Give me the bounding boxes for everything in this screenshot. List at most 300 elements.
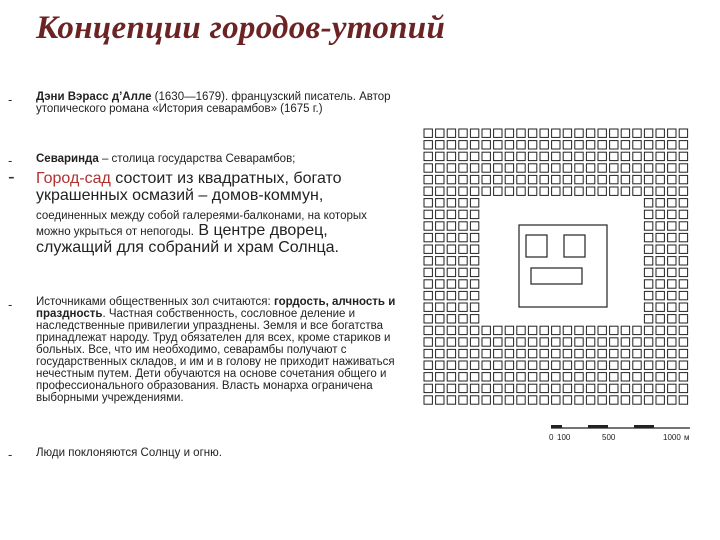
house-block bbox=[528, 326, 536, 334]
house-block bbox=[668, 233, 676, 241]
house-block bbox=[633, 349, 641, 357]
house-block bbox=[482, 326, 490, 334]
house-block bbox=[517, 175, 525, 183]
house-block bbox=[447, 222, 455, 230]
house-block bbox=[528, 129, 536, 137]
house-block bbox=[528, 175, 536, 183]
house-block bbox=[436, 373, 444, 381]
house-block bbox=[482, 384, 490, 392]
author-name: Дэни Вэрасс д’Алле bbox=[36, 91, 152, 103]
house-block bbox=[436, 361, 444, 369]
house-block bbox=[528, 187, 536, 195]
house-block bbox=[540, 141, 548, 149]
house-block bbox=[679, 291, 687, 299]
house-block bbox=[610, 187, 618, 195]
house-block bbox=[436, 210, 444, 218]
house-block bbox=[621, 175, 629, 183]
house-block bbox=[656, 152, 664, 160]
house-block bbox=[586, 384, 594, 392]
house-block bbox=[459, 199, 467, 207]
house-block bbox=[505, 187, 513, 195]
house-block bbox=[470, 141, 478, 149]
house-block bbox=[517, 361, 525, 369]
house-block bbox=[679, 210, 687, 218]
house-block bbox=[470, 280, 478, 288]
house-block bbox=[447, 245, 455, 253]
house-block bbox=[563, 338, 571, 346]
bullet-dash: - bbox=[8, 447, 13, 462]
house-block bbox=[482, 141, 490, 149]
house-block bbox=[517, 187, 525, 195]
house-block bbox=[656, 187, 664, 195]
house-block bbox=[505, 326, 513, 334]
house-block bbox=[424, 373, 432, 381]
house-block bbox=[540, 326, 548, 334]
house-block bbox=[656, 338, 664, 346]
house-block bbox=[494, 141, 502, 149]
house-block bbox=[610, 326, 618, 334]
house-block bbox=[656, 222, 664, 230]
house-block bbox=[447, 326, 455, 334]
house-block bbox=[482, 129, 490, 137]
sun-temple bbox=[531, 268, 582, 284]
house-block bbox=[656, 291, 664, 299]
scale-tick-0: 0 bbox=[549, 433, 554, 442]
scale-unit: м bbox=[684, 433, 690, 442]
house-block bbox=[505, 164, 513, 172]
house-block bbox=[447, 257, 455, 265]
garden-lead: Город-сад bbox=[36, 170, 111, 187]
house-block bbox=[668, 175, 676, 183]
sevarinda-description: – столица государства Севарамбов; bbox=[98, 153, 296, 165]
house-block bbox=[586, 175, 594, 183]
house-block bbox=[494, 175, 502, 183]
house-block bbox=[644, 361, 652, 369]
house-block bbox=[505, 361, 513, 369]
house-block bbox=[459, 338, 467, 346]
house-block bbox=[552, 152, 560, 160]
scale-tick-500: 500 bbox=[602, 433, 616, 442]
house-block bbox=[644, 233, 652, 241]
house-block bbox=[459, 303, 467, 311]
house-block bbox=[470, 349, 478, 357]
house-block bbox=[621, 396, 629, 404]
house-block bbox=[668, 129, 676, 137]
house-block bbox=[668, 361, 676, 369]
house-block bbox=[644, 268, 652, 276]
house-block bbox=[470, 315, 478, 323]
house-block bbox=[494, 164, 502, 172]
house-block bbox=[586, 187, 594, 195]
house-block bbox=[447, 396, 455, 404]
house-block bbox=[656, 233, 664, 241]
house-block bbox=[459, 222, 467, 230]
house-block bbox=[679, 222, 687, 230]
house-block bbox=[470, 129, 478, 137]
house-block bbox=[436, 152, 444, 160]
house-block bbox=[505, 129, 513, 137]
bullet-dash: - bbox=[8, 92, 13, 107]
house-block bbox=[610, 338, 618, 346]
house-block bbox=[459, 396, 467, 404]
scale-bar-segment bbox=[551, 425, 562, 428]
house-block bbox=[563, 175, 571, 183]
house-block bbox=[621, 338, 629, 346]
house-block bbox=[656, 384, 664, 392]
house-block bbox=[424, 164, 432, 172]
house-block bbox=[621, 361, 629, 369]
house-block bbox=[563, 326, 571, 334]
house-block bbox=[482, 349, 490, 357]
house-block bbox=[621, 349, 629, 357]
house-block bbox=[447, 338, 455, 346]
house-block bbox=[586, 129, 594, 137]
house-block bbox=[668, 199, 676, 207]
house-block bbox=[459, 141, 467, 149]
house-block bbox=[470, 152, 478, 160]
house-block bbox=[679, 268, 687, 276]
house-block bbox=[459, 361, 467, 369]
house-block bbox=[436, 245, 444, 253]
house-block bbox=[633, 361, 641, 369]
house-block bbox=[644, 199, 652, 207]
house-block bbox=[679, 315, 687, 323]
house-block bbox=[644, 326, 652, 334]
house-block bbox=[459, 233, 467, 241]
bullet-dash: - bbox=[8, 153, 13, 168]
house-block bbox=[679, 361, 687, 369]
house-block bbox=[598, 175, 606, 183]
house-block bbox=[470, 373, 478, 381]
house-block bbox=[517, 349, 525, 357]
house-block bbox=[644, 129, 652, 137]
scale-bar-segment bbox=[588, 425, 608, 428]
house-block bbox=[586, 338, 594, 346]
house-block bbox=[563, 396, 571, 404]
house-block bbox=[644, 280, 652, 288]
house-block bbox=[552, 326, 560, 334]
house-block bbox=[540, 396, 548, 404]
house-block bbox=[668, 268, 676, 276]
house-block bbox=[552, 338, 560, 346]
house-block bbox=[447, 280, 455, 288]
house-block bbox=[447, 233, 455, 241]
house-block bbox=[621, 373, 629, 381]
house-block bbox=[621, 141, 629, 149]
house-block bbox=[517, 373, 525, 381]
house-block bbox=[656, 349, 664, 357]
house-block bbox=[447, 141, 455, 149]
house-block bbox=[668, 245, 676, 253]
house-block bbox=[575, 373, 583, 381]
house-block bbox=[656, 326, 664, 334]
house-block bbox=[679, 338, 687, 346]
house-block bbox=[552, 164, 560, 172]
palace-room-right bbox=[564, 235, 585, 257]
house-block bbox=[633, 141, 641, 149]
house-block bbox=[679, 257, 687, 265]
house-block bbox=[563, 361, 571, 369]
house-block bbox=[470, 291, 478, 299]
bullet-dash: - bbox=[8, 166, 15, 188]
vices-list: гордость, алчность и праздность bbox=[36, 296, 396, 320]
house-block bbox=[436, 349, 444, 357]
house-block bbox=[517, 129, 525, 137]
house-block bbox=[436, 384, 444, 392]
house-block bbox=[563, 152, 571, 160]
house-block bbox=[633, 164, 641, 172]
house-block bbox=[644, 257, 652, 265]
house-block bbox=[656, 396, 664, 404]
house-block bbox=[644, 384, 652, 392]
house-block bbox=[424, 129, 432, 137]
house-block bbox=[540, 384, 548, 392]
house-block bbox=[482, 361, 490, 369]
house-block bbox=[598, 152, 606, 160]
house-block bbox=[424, 233, 432, 241]
house-block bbox=[424, 361, 432, 369]
house-block bbox=[447, 164, 455, 172]
house-block bbox=[644, 245, 652, 253]
house-block bbox=[621, 129, 629, 137]
house-block bbox=[586, 396, 594, 404]
house-block bbox=[470, 257, 478, 265]
house-block bbox=[482, 152, 490, 160]
house-block bbox=[586, 349, 594, 357]
house-block bbox=[470, 384, 478, 392]
house-block bbox=[563, 164, 571, 172]
house-block bbox=[470, 187, 478, 195]
house-block bbox=[424, 280, 432, 288]
house-block bbox=[517, 396, 525, 404]
house-block bbox=[494, 129, 502, 137]
house-block bbox=[644, 141, 652, 149]
house-block bbox=[656, 361, 664, 369]
house-block bbox=[436, 187, 444, 195]
vices-lead: Источниками общественных зол считаются: bbox=[36, 296, 274, 308]
house-block bbox=[436, 326, 444, 334]
house-block bbox=[679, 280, 687, 288]
house-block bbox=[621, 187, 629, 195]
scale-bar-segment bbox=[634, 425, 654, 428]
house-block bbox=[447, 373, 455, 381]
house-block bbox=[482, 175, 490, 183]
house-block bbox=[436, 396, 444, 404]
house-block bbox=[447, 384, 455, 392]
house-block bbox=[436, 175, 444, 183]
house-block bbox=[575, 129, 583, 137]
house-block bbox=[598, 326, 606, 334]
house-block bbox=[598, 349, 606, 357]
house-block bbox=[482, 396, 490, 404]
house-block bbox=[494, 349, 502, 357]
house-block bbox=[447, 187, 455, 195]
house-block bbox=[528, 396, 536, 404]
house-block bbox=[436, 199, 444, 207]
house-block bbox=[586, 373, 594, 381]
house-block bbox=[644, 315, 652, 323]
house-block bbox=[679, 164, 687, 172]
house-block bbox=[459, 291, 467, 299]
house-block bbox=[575, 361, 583, 369]
house-block bbox=[436, 233, 444, 241]
house-block bbox=[459, 349, 467, 357]
house-block bbox=[610, 373, 618, 381]
slide-title: Концепции городов-утопий bbox=[36, 10, 446, 46]
house-block bbox=[505, 373, 513, 381]
house-block bbox=[447, 361, 455, 369]
house-block bbox=[424, 222, 432, 230]
house-block bbox=[656, 280, 664, 288]
house-block bbox=[610, 164, 618, 172]
central-palace bbox=[519, 225, 607, 307]
house-block bbox=[679, 384, 687, 392]
house-block bbox=[598, 338, 606, 346]
house-block bbox=[633, 129, 641, 137]
house-block bbox=[575, 338, 583, 346]
house-block bbox=[679, 373, 687, 381]
house-block bbox=[668, 257, 676, 265]
house-block bbox=[575, 349, 583, 357]
house-block bbox=[436, 315, 444, 323]
house-block bbox=[505, 349, 513, 357]
house-block bbox=[656, 164, 664, 172]
house-block bbox=[668, 315, 676, 323]
house-block bbox=[470, 361, 478, 369]
house-block bbox=[424, 291, 432, 299]
house-block bbox=[540, 361, 548, 369]
house-block bbox=[552, 349, 560, 357]
house-block bbox=[679, 199, 687, 207]
house-block bbox=[470, 338, 478, 346]
house-block bbox=[668, 164, 676, 172]
house-block bbox=[644, 152, 652, 160]
house-block bbox=[575, 326, 583, 334]
house-block bbox=[644, 222, 652, 230]
house-block bbox=[668, 152, 676, 160]
house-block bbox=[424, 245, 432, 253]
house-block bbox=[644, 349, 652, 357]
house-block bbox=[586, 152, 594, 160]
bullet-dash: - bbox=[8, 297, 13, 312]
house-block bbox=[679, 245, 687, 253]
house-block bbox=[563, 384, 571, 392]
house-block bbox=[470, 199, 478, 207]
house-block bbox=[575, 175, 583, 183]
house-block bbox=[470, 210, 478, 218]
house-block bbox=[679, 141, 687, 149]
house-block bbox=[424, 152, 432, 160]
house-block bbox=[656, 210, 664, 218]
house-block bbox=[540, 175, 548, 183]
house-block bbox=[470, 268, 478, 276]
house-block bbox=[470, 326, 478, 334]
house-block bbox=[459, 257, 467, 265]
house-block bbox=[494, 338, 502, 346]
house-block bbox=[552, 396, 560, 404]
house-block bbox=[656, 175, 664, 183]
house-block bbox=[586, 326, 594, 334]
house-block bbox=[528, 141, 536, 149]
house-block bbox=[540, 349, 548, 357]
house-block bbox=[517, 141, 525, 149]
house-block bbox=[586, 141, 594, 149]
house-block bbox=[494, 187, 502, 195]
house-block bbox=[668, 187, 676, 195]
house-block bbox=[540, 152, 548, 160]
house-block bbox=[633, 326, 641, 334]
house-block bbox=[447, 303, 455, 311]
house-block bbox=[668, 280, 676, 288]
house-block bbox=[436, 141, 444, 149]
house-block bbox=[528, 349, 536, 357]
house-block bbox=[436, 303, 444, 311]
house-block bbox=[528, 384, 536, 392]
house-block bbox=[679, 326, 687, 334]
house-block bbox=[436, 280, 444, 288]
house-block bbox=[482, 164, 490, 172]
house-block bbox=[598, 361, 606, 369]
house-block bbox=[633, 338, 641, 346]
house-block bbox=[552, 175, 560, 183]
house-block bbox=[575, 152, 583, 160]
house-block bbox=[459, 326, 467, 334]
house-block bbox=[644, 175, 652, 183]
house-block bbox=[494, 384, 502, 392]
house-block bbox=[644, 210, 652, 218]
house-block bbox=[505, 396, 513, 404]
house-block bbox=[598, 384, 606, 392]
house-block bbox=[575, 396, 583, 404]
house-block bbox=[644, 291, 652, 299]
house-block bbox=[610, 129, 618, 137]
house-block bbox=[668, 373, 676, 381]
house-block bbox=[621, 164, 629, 172]
house-block bbox=[668, 396, 676, 404]
house-block bbox=[424, 175, 432, 183]
house-block bbox=[575, 384, 583, 392]
house-block bbox=[447, 199, 455, 207]
house-block bbox=[447, 291, 455, 299]
house-block bbox=[517, 338, 525, 346]
house-block bbox=[436, 129, 444, 137]
house-block bbox=[459, 315, 467, 323]
house-block bbox=[470, 396, 478, 404]
palace-room-left bbox=[526, 235, 547, 257]
house-block bbox=[494, 396, 502, 404]
house-block bbox=[679, 175, 687, 183]
house-block bbox=[679, 187, 687, 195]
house-block bbox=[505, 175, 513, 183]
house-block bbox=[505, 338, 513, 346]
house-block bbox=[552, 361, 560, 369]
house-block bbox=[517, 384, 525, 392]
house-block bbox=[424, 268, 432, 276]
house-block bbox=[610, 152, 618, 160]
house-block bbox=[436, 257, 444, 265]
house-block bbox=[470, 175, 478, 183]
house-block bbox=[459, 210, 467, 218]
house-block bbox=[424, 326, 432, 334]
house-block bbox=[644, 303, 652, 311]
worship-text: Люди поклоняются Солнцу и огню. bbox=[36, 447, 222, 459]
house-block bbox=[656, 199, 664, 207]
house-block bbox=[668, 303, 676, 311]
house-block bbox=[679, 233, 687, 241]
house-block bbox=[598, 373, 606, 381]
house-block bbox=[668, 210, 676, 218]
house-block bbox=[610, 361, 618, 369]
